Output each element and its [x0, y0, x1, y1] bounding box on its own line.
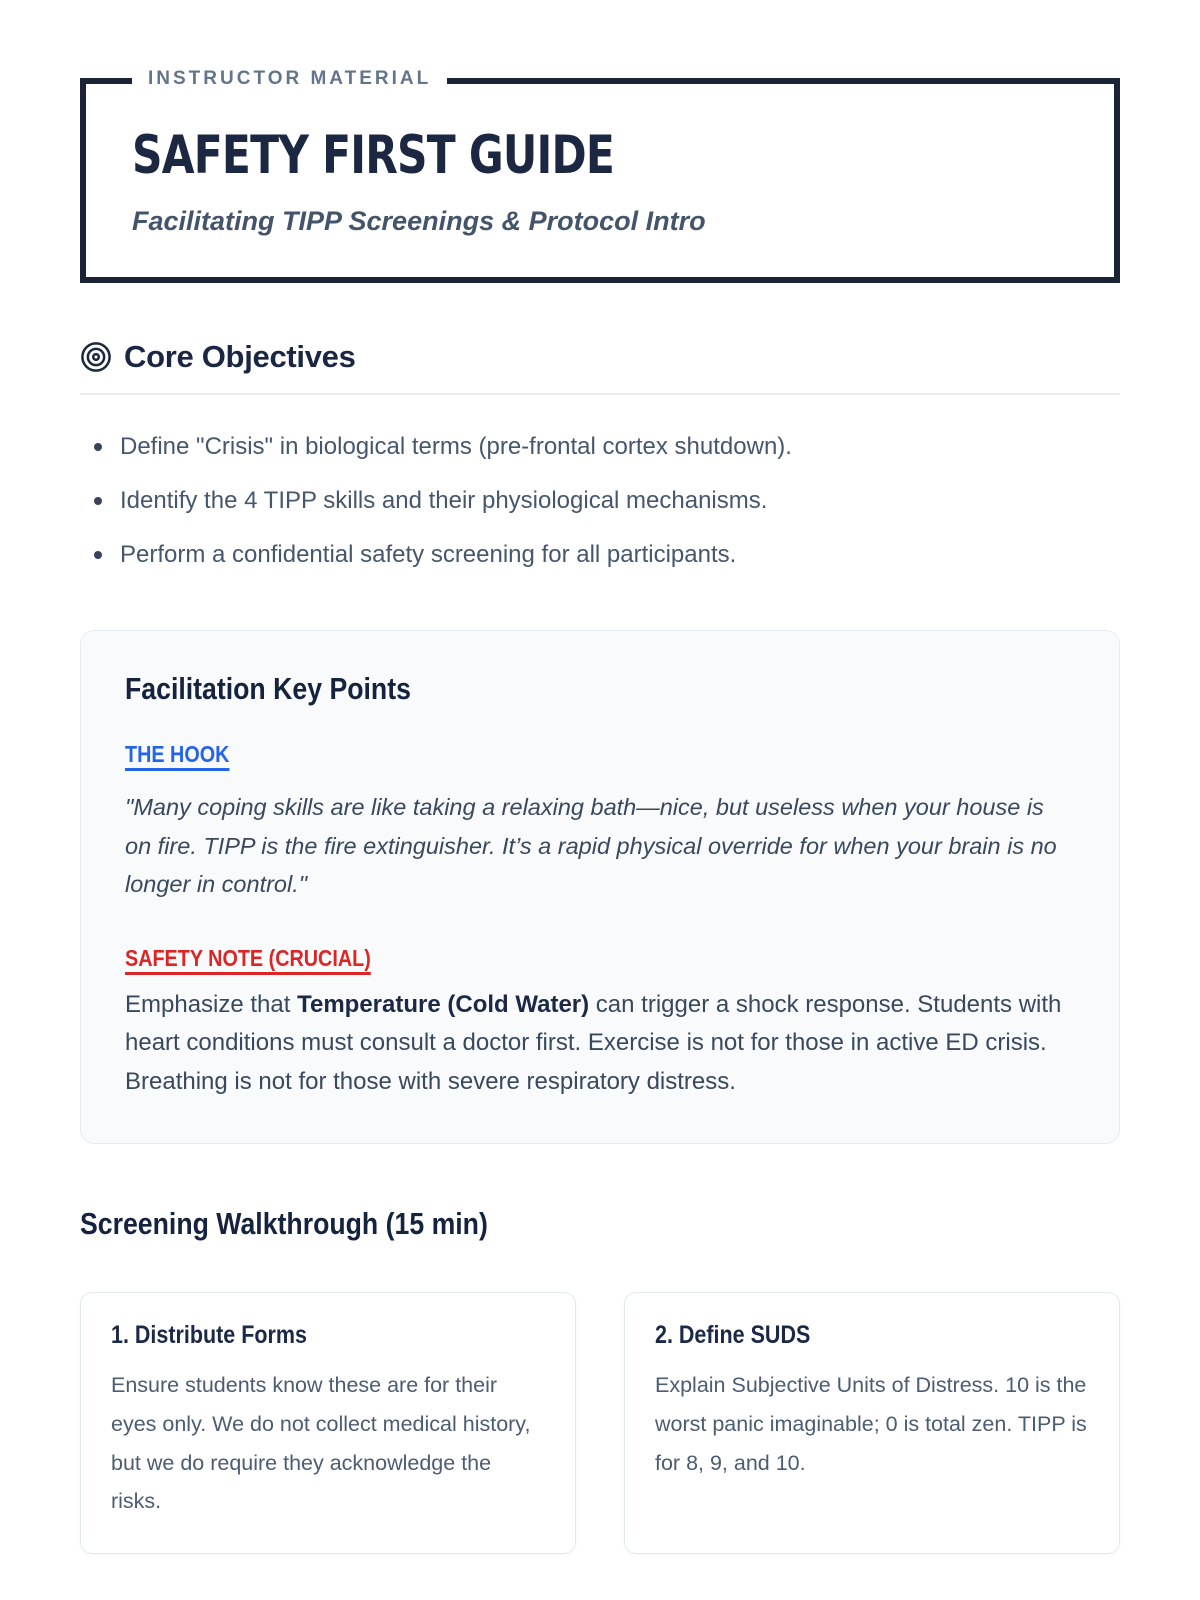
walkthrough-heading-text: Screening Walkthrough (15 min) — [80, 1206, 488, 1242]
step-body: Explain Subjective Units of Distress. 10 is the worst panic imaginable; 0 is total zen. TIPP is for 8, 9, and 10. — [655, 1373, 1087, 1475]
facilitation-key-points-card — [80, 630, 1120, 1144]
safety-note-label — [125, 945, 1075, 972]
step-title-text: 1. Distribute Forms — [111, 1321, 307, 1350]
safety-note-text-prefix: Emphasize that — [125, 991, 298, 1019]
safety-note-text — [125, 986, 1075, 1101]
objective-item: Perform a confidential safety screening for all participants. — [80, 539, 1120, 570]
core-objectives-header — [80, 339, 1120, 375]
objective-item: Define "Crisis" in biological terms (pre-frontal cortex shutdown). — [80, 431, 1120, 462]
step-card-distribute-forms — [80, 1292, 576, 1554]
walkthrough-steps — [80, 1292, 1120, 1554]
safety-note-label-text: SAFETY NOTE (CRUCIAL) — [125, 945, 371, 972]
target-icon — [80, 341, 112, 373]
header-kicker: INSTRUCTOR MATERIAL — [132, 68, 447, 90]
step-title-text: 2. Define SUDS — [655, 1321, 811, 1350]
page-title — [132, 125, 1068, 186]
page-title-text: SAFETY FIRST GUIDE — [132, 125, 615, 186]
page-subtitle: Facilitating TIPP Screenings & Protocol Intro — [132, 205, 706, 236]
objective-item: Identify the 4 TIPP skills and their physiological mechanisms. — [80, 485, 1120, 516]
document-page — [0, 68, 1200, 1600]
step-title — [655, 1321, 1089, 1350]
step-card-define-suds — [624, 1292, 1120, 1554]
step-body: Ensure students know these are for their eyes only. We do not collect medical history, but we do require they acknowledge the risks. — [111, 1373, 531, 1514]
key-points-heading — [125, 671, 1075, 707]
step-title — [111, 1321, 545, 1350]
hook-label — [125, 741, 1075, 768]
core-objectives-section — [80, 339, 1120, 571]
header-box — [80, 68, 1120, 283]
screening-walkthrough-section — [80, 1206, 1120, 1554]
section-divider — [80, 393, 1120, 395]
key-points-heading-text: Facilitation Key Points — [125, 671, 411, 707]
core-objectives-heading: Core Objectives — [124, 338, 356, 374]
walkthrough-heading — [80, 1206, 1120, 1242]
hook-label-text: THE HOOK — [125, 741, 230, 768]
objectives-list — [80, 431, 1120, 571]
hook-quote: "Many coping skills are like taking a relaxing bath—nice, but useless when your house is on fire. TIPP is the fire extinguisher. It’s a rapid physical override for when your brain is no longer in control." — [125, 794, 1057, 897]
safety-note-text-bold: Temperature (Cold Water) — [297, 991, 590, 1019]
safety-note-text-suffix: can trigger a shock response. Students with heart conditions must consult a doctor first. Exercise is not for those in active ED crisis. Breathing is not for those with severe respiratory distress. — [125, 991, 1062, 1095]
